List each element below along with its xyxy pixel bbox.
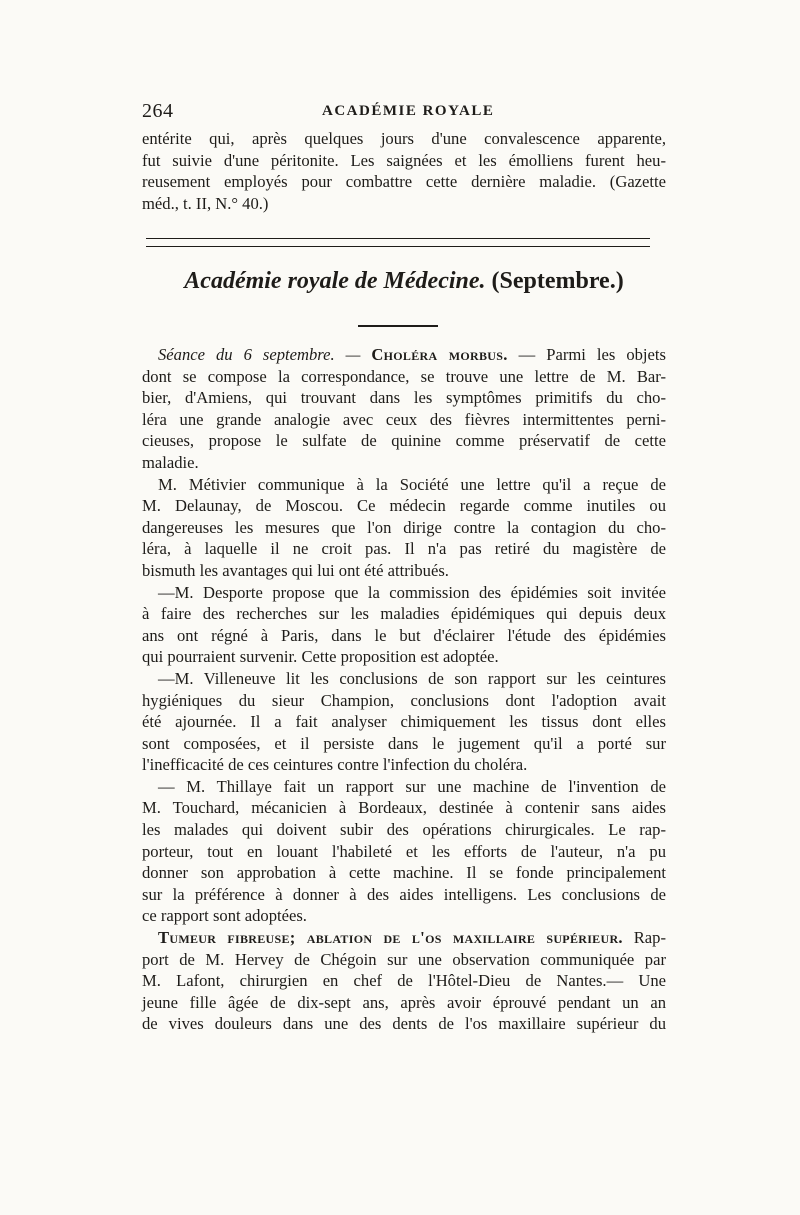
text-line: entérite qui, après quelques jours d'une convalescence apparente, xyxy=(142,129,666,148)
text-line: port de M. Hervey de Chégoin sur une observation communiquée par xyxy=(142,949,666,969)
tumeur-subject: Tumeur fibreuse; ablation de l'os maxillaire supérieur. xyxy=(158,928,623,948)
running-head: ACADÉMIE ROYALE xyxy=(322,103,495,119)
text-line: reusement employés pour combattre cette dernière maladie. (Gazette xyxy=(142,172,666,192)
double-rule-divider xyxy=(146,238,650,247)
text-line: ce rapport sont adoptées. xyxy=(142,906,307,926)
seance-label: Séance du 6 septembre. — xyxy=(158,345,361,364)
text-line: — M. Thillaye fait un rapport sur une machine de l'invention de xyxy=(158,776,666,796)
text-line: à faire des recherches sur les maladies épidémiques qui depuis deux xyxy=(142,604,666,624)
page-number: 264 xyxy=(142,100,174,122)
text-line: les malades qui doivent subir des opérations chirurgicales. Le rap- xyxy=(142,820,666,840)
text-line: bier, d'Amiens, qui trouvant dans les symptômes primitifs du cho- xyxy=(142,388,666,408)
text-line: léra, à laquelle il ne croit pas. Il n'a pas retiré du magistère de xyxy=(142,539,666,559)
tumeur-lead: Rap- xyxy=(622,928,666,948)
seance-lead: — Parmi les objets xyxy=(507,345,666,364)
text-line: porteur, tout en louant l'habileté et les efforts de l'auteur, n'a pu xyxy=(142,841,666,861)
tumeur-line xyxy=(142,927,666,949)
text-line: cieuses, propose le sulfate de quinine comme préservatif de cette xyxy=(142,431,666,451)
text-line: donner son approbation à cette machine. Il se fonde principalement xyxy=(142,863,666,883)
text-line: qui pourraient survenir. Cette proposition est adoptée. xyxy=(142,647,499,667)
text-line: léra une grande analogie avec ceux des fièvres intermittentes perni- xyxy=(142,409,666,429)
carryover-paragraph xyxy=(142,128,666,214)
text-line: jeune fille âgée de dix-sept ans, après avoir éprouvé pendant un an xyxy=(142,992,666,1012)
text-line: sont composées, et il persiste dans le jugement qu'il a porté sur xyxy=(142,733,666,753)
text-line: fut suivie d'une péritonite. Les saignées et les émolliens furent heu- xyxy=(142,150,666,170)
text-line: méd., t. II, N.° 40.) xyxy=(142,193,269,213)
short-rule-divider xyxy=(358,325,438,327)
section-title-italic: Académie royale de Médecine. xyxy=(184,268,486,294)
section-title-plain: (Septembre.) xyxy=(485,268,624,294)
text-line: bismuth les avantages qui lui ont été attribués. xyxy=(142,560,449,580)
text-line: été ajournée. Il a fait analyser chimiquement les tissus dont elles xyxy=(142,712,666,732)
text-line: M. Métivier communique à la Société une lettre qu'il a reçue de xyxy=(158,474,666,494)
text-line: —M. Villeneuve lit les conclusions de son rapport sur les ceintures xyxy=(158,668,666,688)
text-line: M. Touchard, mécanicien à Bordeaux, destinée à contenir sans aides xyxy=(142,798,666,818)
seance-subject: Choléra morbus. xyxy=(371,345,508,364)
section-title xyxy=(142,264,666,298)
page-header xyxy=(142,100,666,124)
text-line: M. Lafont, chirurgien en chef de l'Hôtel-Dieu de Nantes.— Une xyxy=(142,971,666,991)
text-line: dangereuses les mesures que l'on dirige contre la contagion du cho- xyxy=(142,517,666,537)
text-line: maladie. xyxy=(142,452,199,472)
text-line: sur la préférence à donner à des aides intelligens. Les conclusions de xyxy=(142,884,666,904)
text-line: ans ont régné à Paris, dans le but d'éclairer l'étude des épidémies xyxy=(142,625,666,645)
text-line: —M. Desporte propose que la commission des épidémies soit invitée xyxy=(158,582,666,602)
text-line: de vives douleurs dans une des dents de l'os maxillaire supérieur du xyxy=(142,1014,666,1034)
text-line: M. Delaunay, de Moscou. Ce médecin regarde comme inutiles ou xyxy=(142,496,666,516)
text-line: hygiéniques du sieur Champion, conclusions dont l'adoption avait xyxy=(142,690,666,710)
text-line: l'inefficacité de ces ceintures contre l'infection du choléra. xyxy=(142,755,528,775)
text-line: dont se compose la correspondance, se trouve une lettre de M. Bar- xyxy=(142,366,666,386)
seance-line xyxy=(142,344,666,366)
body-text xyxy=(142,344,666,1035)
